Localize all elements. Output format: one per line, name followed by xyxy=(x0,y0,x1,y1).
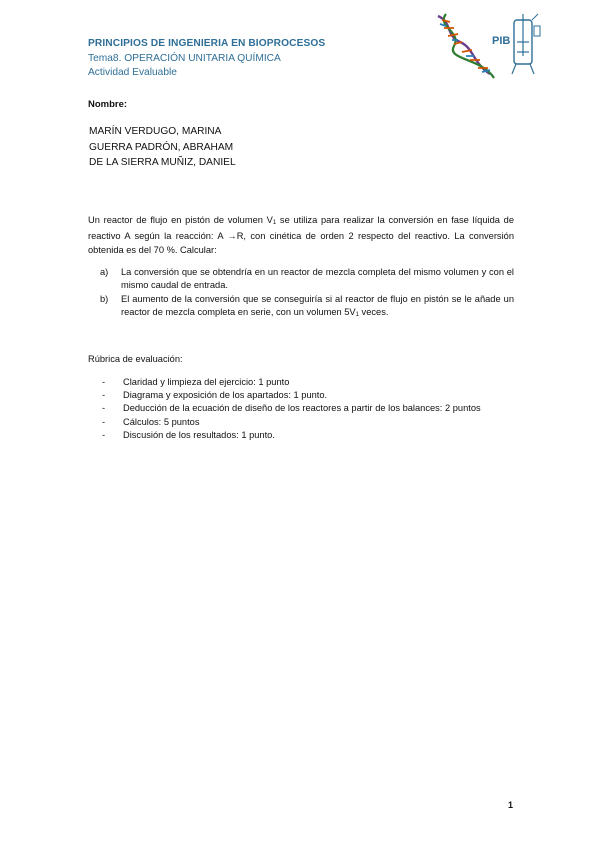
page-number: 1 xyxy=(508,800,514,810)
statement-text: se utiliza para realizar la conversión en fase líquida de reactivo A según la reacción: A →R, con cinética de orden 2 respecto del reactivo. La conversión obtenida es del 70 %. Calcular: xyxy=(88,215,514,255)
question-marker: b) xyxy=(100,293,109,304)
document-header xyxy=(88,37,325,81)
subscript: 1 xyxy=(355,312,359,319)
pib-logo xyxy=(432,12,544,84)
rubric-item: - Claridad y limpieza del ejercicio: 1 punto xyxy=(102,377,290,387)
question-item xyxy=(100,266,514,293)
logo-text: PIB xyxy=(492,35,511,47)
topic-title: Tema8. OPERACIÓN UNITARIA QUÍMICA xyxy=(88,52,281,64)
question-list xyxy=(100,266,514,323)
question-marker: a) xyxy=(100,267,109,277)
student-name: DE LA SIERRA MUÑIZ, DANIEL xyxy=(89,157,236,168)
question-text: El aumento de la conversión que se conseguiría si al reactor de flujo en pistón se le añade un reactor de mezcla completa en serie, con un volumen 5V1 veces. xyxy=(121,293,514,319)
rubric-title: Rúbrica de evaluación: xyxy=(88,354,183,364)
nombre-label: Nombre: xyxy=(88,99,128,110)
activity-label: Actividad Evaluable xyxy=(88,67,177,78)
rubric-list xyxy=(102,376,481,442)
dna-reactor-logo-icon xyxy=(432,12,544,84)
problem-statement xyxy=(88,214,514,257)
subscript: 1 xyxy=(272,220,277,226)
course-title: PRINCIPIOS DE INGENIERIA EN BIOPROCESOS xyxy=(88,38,326,49)
statement-text: Un reactor de flujo en pistón de volumen V xyxy=(88,215,273,225)
rubric-item: - Diagrama y exposición de los apartados: 1 punto. xyxy=(102,390,328,401)
student-names xyxy=(89,124,236,171)
rubric-item: - Deducción de la ecuación de diseño de los reactores a partir de los balances: 2 puntos xyxy=(102,403,481,414)
question-text: La conversión que se obtendría en un reactor de mezcla completa del mismo volumen y con el mismo caudal de entrada. xyxy=(121,267,514,291)
student-name: MARÍN VERDUGO, MARINA xyxy=(89,126,222,137)
question-item xyxy=(100,293,514,323)
student-name: GUERRA PADRÓN, ABRAHAM xyxy=(89,141,234,153)
rubric-item: - Cálculos: 5 puntos xyxy=(102,416,200,427)
rubric-item: - Discusión de los resultados: 1 punto. xyxy=(102,429,275,440)
